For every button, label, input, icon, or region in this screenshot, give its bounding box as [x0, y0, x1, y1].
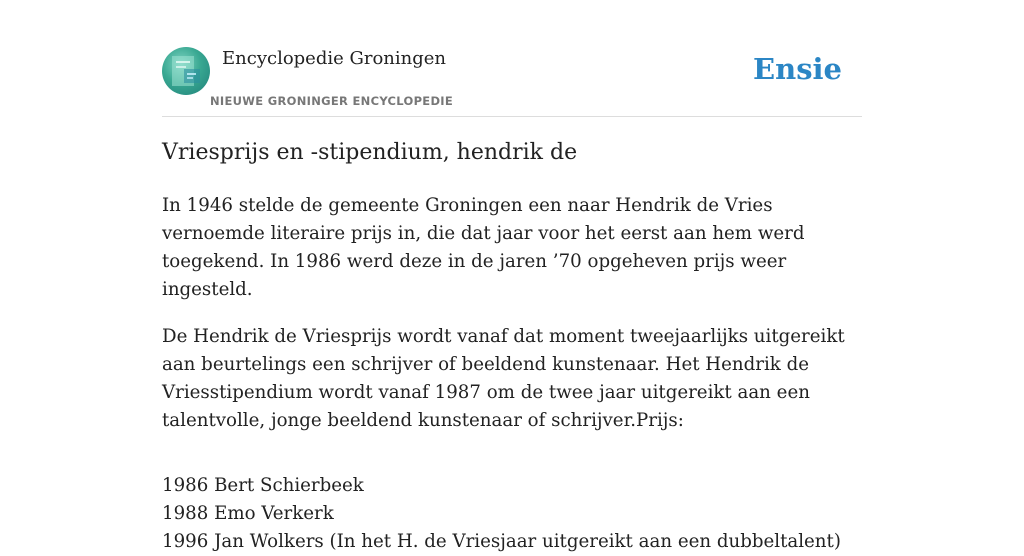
- article-paragraph: In 1946 stelde de gemeente Groningen een naar Hendrik de Vries vernoemde literaire prijs in, die dat jaar voor het eerst aan hem werd toegekend. In 1986 werd deze in de jaren ’70 opgeheven prijs weer ingesteld.: [162, 195, 805, 300]
- prize-item: 1988 Emo Verkerk: [162, 503, 334, 524]
- prize-item: 1996 Jan Wolkers (In het H. de Vriesjaar uitgereikt aan een dubbeltalent): [162, 531, 841, 552]
- article-paragraph: De Hendrik de Vriesprijs wordt vanaf dat moment tweejaarlijks uitgereikt aan beurtelings een schrijver of beeldend kunstenaar. Het Hendrik de Vriesstipendium wordt vanaf 1987 om de twee jaar uitgereikt aan een talentvolle, jonge beeldend kunstenaar of schrijver.Prijs:: [162, 326, 845, 431]
- article-body: [162, 192, 862, 556]
- ensie-logo[interactable]: Ensie: [753, 52, 842, 86]
- book-cover-icon: [162, 47, 210, 95]
- page-title: Vriesprijs en -stipendium, hendrik de: [162, 140, 578, 165]
- site-header: [162, 46, 862, 117]
- site-title[interactable]: Encyclopedie Groningen: [222, 48, 447, 69]
- prize-list: [162, 472, 862, 556]
- site-subtitle: NIEUWE GRONINGER ENCYCLOPEDIE: [210, 94, 454, 108]
- prize-item: 1986 Bert Schierbeek: [162, 475, 364, 496]
- site-avatar-icon[interactable]: [162, 47, 210, 95]
